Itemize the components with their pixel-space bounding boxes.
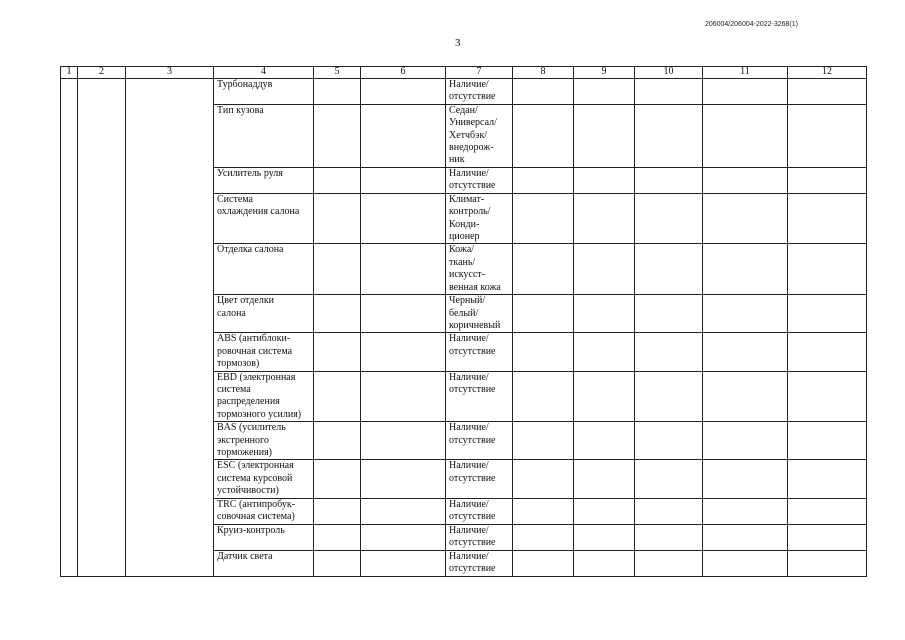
empty-cell: [513, 371, 574, 422]
empty-cell: [361, 79, 446, 105]
empty-cell: [314, 524, 361, 550]
empty-cell: [314, 244, 361, 295]
characteristic-name: Цвет отделки салона: [214, 295, 314, 333]
empty-cell: [314, 79, 361, 105]
empty-cell: [635, 167, 703, 193]
empty-cell: [635, 79, 703, 105]
empty-cell: [703, 460, 788, 498]
characteristic-name: TRC (антипробук- совочная система): [214, 498, 314, 524]
empty-cell: [703, 193, 788, 244]
empty-cell: [703, 167, 788, 193]
merged-empty-cell: [78, 79, 126, 577]
empty-cell: [703, 244, 788, 295]
empty-cell: [635, 104, 703, 167]
characteristic-values: Климат- контроль/ Конди- ционер: [446, 193, 513, 244]
empty-cell: [788, 244, 867, 295]
characteristic-values: Наличие/ отсутствие: [446, 79, 513, 105]
empty-cell: [314, 422, 361, 460]
column-header: 6: [361, 67, 446, 79]
empty-cell: [314, 460, 361, 498]
characteristics-table: [60, 66, 867, 577]
empty-cell: [703, 295, 788, 333]
empty-cell: [513, 422, 574, 460]
empty-cell: [574, 193, 635, 244]
page-number: 3: [455, 37, 461, 49]
empty-cell: [314, 550, 361, 576]
empty-cell: [314, 193, 361, 244]
empty-cell: [361, 244, 446, 295]
characteristic-name: Круиз-контроль: [214, 524, 314, 550]
empty-cell: [788, 550, 867, 576]
empty-cell: [314, 371, 361, 422]
characteristic-values: Наличие/ отсутствие: [446, 333, 513, 371]
column-header: 7: [446, 67, 513, 79]
characteristic-values: Наличие/ отсутствие: [446, 460, 513, 498]
empty-cell: [361, 550, 446, 576]
empty-cell: [788, 79, 867, 105]
empty-cell: [635, 550, 703, 576]
empty-cell: [574, 167, 635, 193]
empty-cell: [788, 193, 867, 244]
characteristic-values: Наличие/ отсутствие: [446, 550, 513, 576]
characteristic-values: Наличие/ отсутствие: [446, 524, 513, 550]
characteristic-name: Система охлаждения салона: [214, 193, 314, 244]
empty-cell: [703, 333, 788, 371]
empty-cell: [314, 498, 361, 524]
empty-cell: [513, 104, 574, 167]
empty-cell: [703, 371, 788, 422]
empty-cell: [361, 193, 446, 244]
empty-cell: [574, 550, 635, 576]
empty-cell: [361, 422, 446, 460]
empty-cell: [788, 524, 867, 550]
empty-cell: [513, 244, 574, 295]
characteristic-name: EBD (электронная система распределения тормозного усилия): [214, 371, 314, 422]
empty-cell: [788, 422, 867, 460]
empty-cell: [574, 371, 635, 422]
empty-cell: [635, 333, 703, 371]
empty-cell: [574, 524, 635, 550]
empty-cell: [361, 524, 446, 550]
merged-empty-cell: [61, 79, 78, 577]
empty-cell: [314, 295, 361, 333]
empty-cell: [788, 371, 867, 422]
empty-cell: [513, 193, 574, 244]
empty-cell: [361, 460, 446, 498]
column-header: 10: [635, 67, 703, 79]
characteristic-values: Наличие/ отсутствие: [446, 498, 513, 524]
empty-cell: [513, 79, 574, 105]
column-header-row: [61, 67, 867, 79]
empty-cell: [574, 244, 635, 295]
empty-cell: [788, 460, 867, 498]
characteristic-values: Наличие/ отсутствие: [446, 371, 513, 422]
empty-cell: [314, 333, 361, 371]
column-header: 9: [574, 67, 635, 79]
empty-cell: [788, 498, 867, 524]
characteristic-values: Наличие/ отсутствие: [446, 422, 513, 460]
column-header: 11: [703, 67, 788, 79]
empty-cell: [703, 79, 788, 105]
empty-cell: [703, 498, 788, 524]
empty-cell: [574, 79, 635, 105]
column-header: 4: [214, 67, 314, 79]
table-row: [61, 79, 867, 105]
empty-cell: [361, 333, 446, 371]
characteristic-name: Отделка салона: [214, 244, 314, 295]
empty-cell: [703, 524, 788, 550]
empty-cell: [788, 104, 867, 167]
characteristic-name: Тип кузова: [214, 104, 314, 167]
empty-cell: [635, 422, 703, 460]
empty-cell: [361, 371, 446, 422]
characteristic-name: ESC (электронная система курсовой устойчивости): [214, 460, 314, 498]
empty-cell: [635, 524, 703, 550]
empty-cell: [513, 167, 574, 193]
empty-cell: [635, 295, 703, 333]
empty-cell: [513, 550, 574, 576]
empty-cell: [574, 295, 635, 333]
column-header: 3: [126, 67, 214, 79]
characteristic-name: ABS (антиблоки- ровочная система тормозов): [214, 333, 314, 371]
empty-cell: [361, 295, 446, 333]
empty-cell: [635, 460, 703, 498]
empty-cell: [635, 244, 703, 295]
empty-cell: [314, 167, 361, 193]
empty-cell: [703, 422, 788, 460]
empty-cell: [788, 295, 867, 333]
empty-cell: [574, 422, 635, 460]
empty-cell: [574, 498, 635, 524]
empty-cell: [574, 333, 635, 371]
empty-cell: [788, 167, 867, 193]
empty-cell: [513, 333, 574, 371]
characteristic-name: BAS (усилитель экстренного торможения): [214, 422, 314, 460]
empty-cell: [574, 460, 635, 498]
document-id: 206004/206004-2022-3268(1): [704, 21, 798, 28]
characteristic-name: Усилитель руля: [214, 167, 314, 193]
column-header: 2: [78, 67, 126, 79]
column-header: 8: [513, 67, 574, 79]
empty-cell: [361, 104, 446, 167]
empty-cell: [635, 498, 703, 524]
empty-cell: [513, 295, 574, 333]
empty-cell: [513, 524, 574, 550]
empty-cell: [361, 498, 446, 524]
characteristic-name: Турбонаддув: [214, 79, 314, 105]
empty-cell: [703, 104, 788, 167]
empty-cell: [703, 550, 788, 576]
empty-cell: [788, 333, 867, 371]
empty-cell: [513, 498, 574, 524]
empty-cell: [513, 460, 574, 498]
empty-cell: [574, 104, 635, 167]
empty-cell: [314, 104, 361, 167]
column-header: 5: [314, 67, 361, 79]
empty-cell: [635, 193, 703, 244]
characteristic-values: Наличие/ отсутствие: [446, 167, 513, 193]
merged-empty-cell: [126, 79, 214, 577]
empty-cell: [635, 371, 703, 422]
column-header: 1: [61, 67, 78, 79]
empty-cell: [361, 167, 446, 193]
characteristic-name: Датчик света: [214, 550, 314, 576]
characteristic-values: Кожа/ ткань/ искусст- венная кожа: [446, 244, 513, 295]
column-header: 12: [788, 67, 867, 79]
characteristic-values: Черный/ белый/ коричневый: [446, 295, 513, 333]
characteristic-values: Седан/ Универсал/ Хетчбэк/ внедорож- ник: [446, 104, 513, 167]
